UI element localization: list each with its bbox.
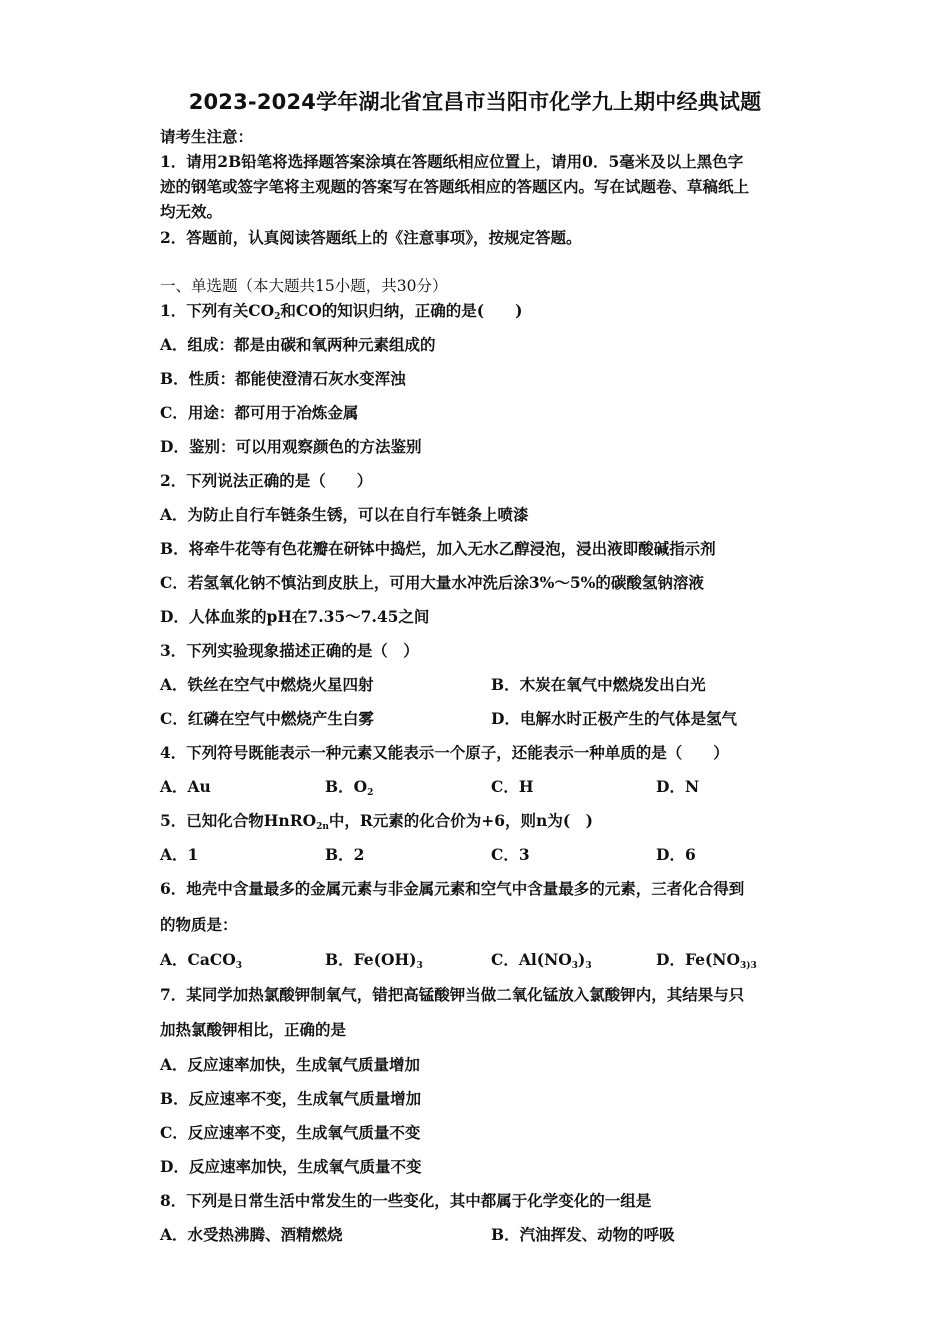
question-7-option-b: B．反应速率不变，生成氧气质量增加 [160, 1089, 422, 1108]
question-5-option-d: D．6 [656, 845, 696, 864]
question-5-option-a: A．1 [160, 845, 199, 864]
question-3-option-c: C．红磷在空气中燃烧产生白雾 [160, 709, 374, 728]
q5-stem-subscript: 2n [316, 822, 329, 832]
question-4-stem: 4．下列符号既能表示一种元素又能表示一个原子，还能表示一种单质的是（ ） [160, 743, 729, 762]
section-heading: 一、单选题（本大题共15小题，共30分） [160, 277, 448, 295]
q4-b-subscript: 2 [367, 788, 374, 798]
question-3-option-b: B．木炭在氧气中燃烧发出白光 [491, 675, 706, 694]
question-3-stem: 3．下列实验现象描述正确的是（ ） [160, 641, 419, 660]
question-1-option-a: A．组成：都是由碳和氧两种元素组成的 [160, 335, 436, 354]
q6-b-subscript: 3 [416, 961, 423, 971]
question-5-option-b: B．2 [325, 845, 365, 864]
question-7-option-a: A．反应速率加快，生成氧气质量增加 [160, 1055, 421, 1074]
question-2-option-c: C．若氢氧化钠不慎沾到皮肤上，可用大量水冲洗后涂3%～5%的碳酸氢钠溶液 [160, 573, 704, 592]
question-4-option-b [325, 777, 373, 803]
q6-b-text: B．Fe(OH) [325, 950, 417, 969]
question-6-option-c [491, 950, 592, 976]
question-6-option-b [325, 950, 423, 976]
q6-c-subscript-2: 3 [585, 961, 592, 971]
question-8-option-b: B．汽油挥发、动物的呼吸 [491, 1225, 675, 1244]
question-4-option-c: C．H [491, 777, 534, 796]
notice-heading: 请考生注意： [160, 127, 254, 146]
q4-b-text: B．O [325, 777, 368, 796]
notice-line-1a: 1．请用2B铅笔将选择题答案涂填在答题纸相应位置上，请用0．5毫米及以上黑色字 [160, 152, 744, 171]
question-5-stem [160, 811, 593, 837]
question-1-option-b: B．性质：都能使澄清石灰水变浑浊 [160, 369, 406, 388]
q1-stem-part-a: 1．下列有关CO [160, 301, 275, 320]
question-8-option-a: A．水受热沸腾、酒精燃烧 [160, 1225, 343, 1244]
question-1-stem [160, 301, 522, 327]
q6-c-text-close: ) [578, 950, 586, 969]
question-8-stem: 8．下列是日常生活中常发生的一些变化，其中都属于化学变化的一组是 [160, 1191, 652, 1210]
question-6-option-d [656, 950, 757, 976]
q6-a-subscript: 3 [235, 961, 243, 971]
q5-stem-part-b: 中，R元素的化合价为+6，则n为( ) [328, 811, 593, 830]
page-title: 2023-2024学年湖北省宜昌市当阳市化学九上期中经典试题 [188, 90, 762, 114]
question-6-option-a [160, 950, 242, 976]
question-4-option-a: A．Au [160, 777, 211, 796]
notice-line-1c: 均无效。 [160, 202, 223, 221]
q6-a-text: A．CaCO [160, 950, 236, 969]
q6-c-text: C．Al(NO [491, 950, 572, 969]
question-1-option-c: C．用途：都可用于冶炼金属 [160, 403, 359, 422]
question-7-stem-line-1: 7．某同学加热氯酸钾制氧气，错把高锰酸钾当做二氧化锰放入氯酸钾内，其结果与只 [160, 985, 745, 1004]
question-7-option-c: C．反应速率不变，生成氧气质量不变 [160, 1123, 421, 1142]
question-6-stem-line-1: 6．地壳中含量最多的金属元素与非金属元素和空气中含量最多的元素，三者化合得到 [160, 879, 745, 898]
notice-line-1b: 迹的钢笔或签字笔将主观题的答案写在答题纸相应的答题区内。写在试题卷、草稿纸上 [160, 177, 750, 196]
q1-stem-subscript: 2 [274, 312, 281, 322]
question-1-option-d: D．鉴别：可以用观察颜色的方法鉴别 [160, 437, 422, 456]
q6-d-subscript: 3)3 [739, 961, 757, 971]
question-4-option-d: D．N [656, 777, 700, 796]
question-5-option-c: C．3 [491, 845, 530, 864]
question-2-option-b: B．将牵牛花等有色花瓣在研钵中捣烂，加入无水乙醇浸泡，浸出液即酸碱指示剂 [160, 539, 716, 558]
question-7-stem-line-2: 加热氯酸钾相比，正确的是 [160, 1020, 347, 1039]
question-3-option-d: D．电解水时正极产生的气体是氢气 [491, 709, 737, 728]
q6-c-subscript-1: 3 [571, 961, 579, 971]
question-2-stem: 2．下列说法正确的是（ ） [160, 471, 373, 490]
question-6-stem-line-2: 的物质是： [160, 915, 238, 934]
q6-d-text: D．Fe(NO [656, 950, 740, 969]
q5-stem-part-a: 5．已知化合物HnRO [160, 811, 317, 830]
q1-stem-part-b: 和CO的知识归纳，正确的是( ) [280, 301, 523, 320]
question-7-option-d: D．反应速率加快，生成氧气质量不变 [160, 1157, 422, 1176]
notice-line-2: 2．答题前，认真阅读答题纸上的《注意事项》，按规定答题。 [160, 228, 582, 247]
question-2-option-d: D．人体血浆的pH在7.35～7.45之间 [160, 607, 430, 626]
question-2-option-a: A．为防止自行车链条生锈，可以在自行车链条上喷漆 [160, 505, 529, 524]
question-3-option-a: A．铁丝在空气中燃烧火星四射 [160, 675, 374, 694]
